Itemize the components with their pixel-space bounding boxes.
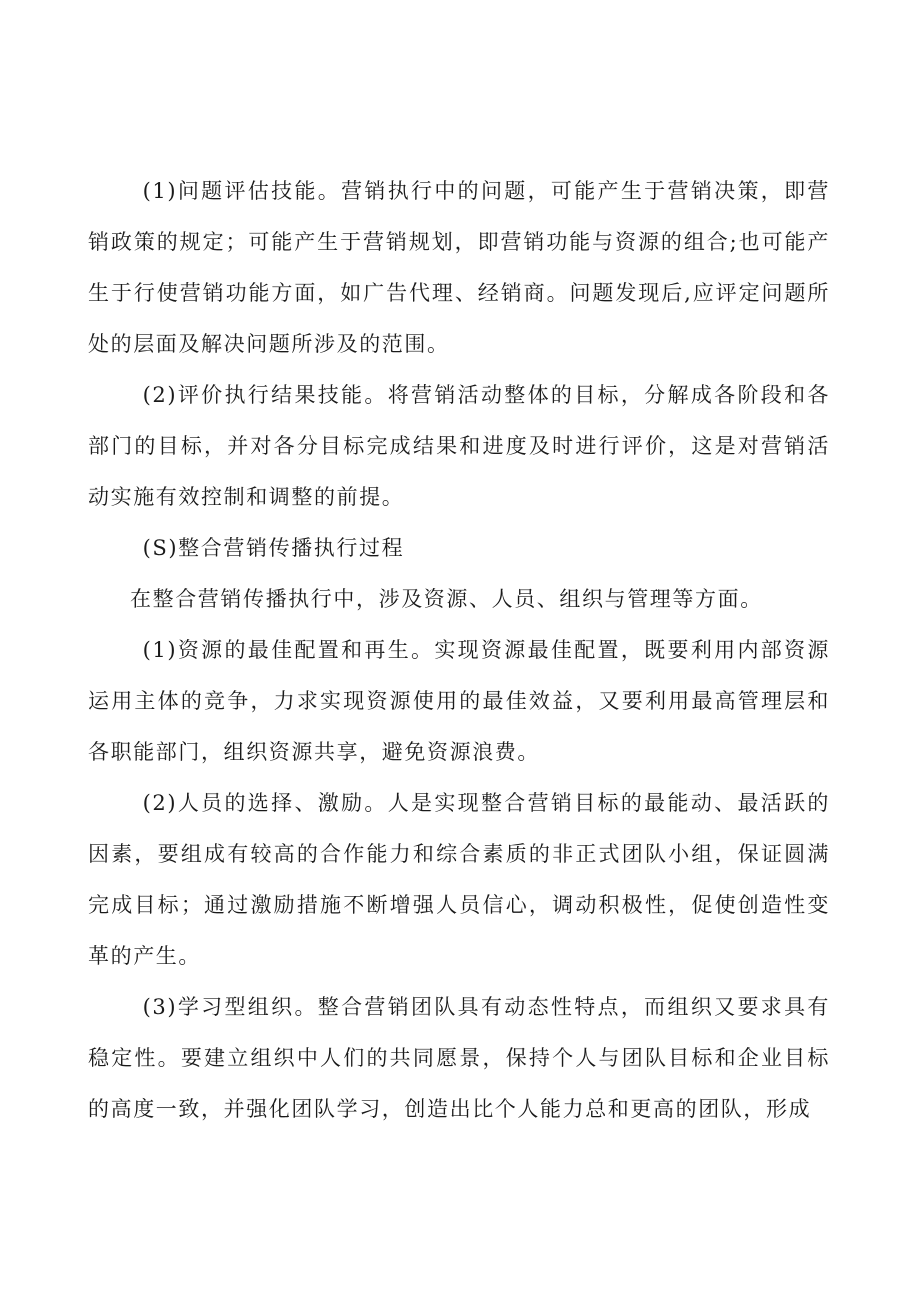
paragraph-resource-allocation: (1)资源的最佳配置和再生。实现资源最佳配置，既要利用内部资源运用主体的竞争，力求实现资源使用的最佳效益，又要利用最高管理层和各职能部门，组织资源共享，避免资源浪费。 bbox=[88, 638, 830, 764]
paragraph-problem-assessment: (1)问题评估技能。营销执行中的问题，可能产生于营销决策，即营销政策的规定；可能产生于营销规划，即营销功能与资源的组合;也可能产生于行使营销功能方面，如广告代理、经销商。问题发现后,应评定问题所处的层面及解决问题所涉及的范围。 bbox=[88, 179, 830, 356]
paragraph-imc-intro: 在整合营销传播执行中，涉及资源、人员、组织与管理等方面。 bbox=[130, 587, 763, 611]
paragraph-personnel-selection: (2)人员的选择、激励。人是实现整合营销目标的最能动、最活跃的因素，要组成有较高的合作能力和综合素质的非正式团队小组，保证圆满完成目标；通过激励措施不断增强人员信心，调动积极性，促使创造性变革的产生。 bbox=[88, 791, 830, 968]
paragraph-result-evaluation: (2)评价执行结果技能。将营销活动整体的目标，分解成各阶段和各部门的目标，并对各分目标完成结果和进度及时进行评价，这是对营销活动实施有效控制和调整的前提。 bbox=[88, 383, 830, 509]
document-body bbox=[88, 166, 830, 1135]
section-heading-imc-execution: (S)整合营销传播执行过程 bbox=[142, 536, 405, 560]
paragraph-learning-organization: (3)学习型组织。整合营销团队具有动态性特点，而组织又要求具有稳定性。要建立组织中人们的共同愿景，保持个人与团队目标和企业目标的高度一致，并强化团队学习，创造出比个人能力总和更高的团队，形成 bbox=[88, 995, 830, 1121]
